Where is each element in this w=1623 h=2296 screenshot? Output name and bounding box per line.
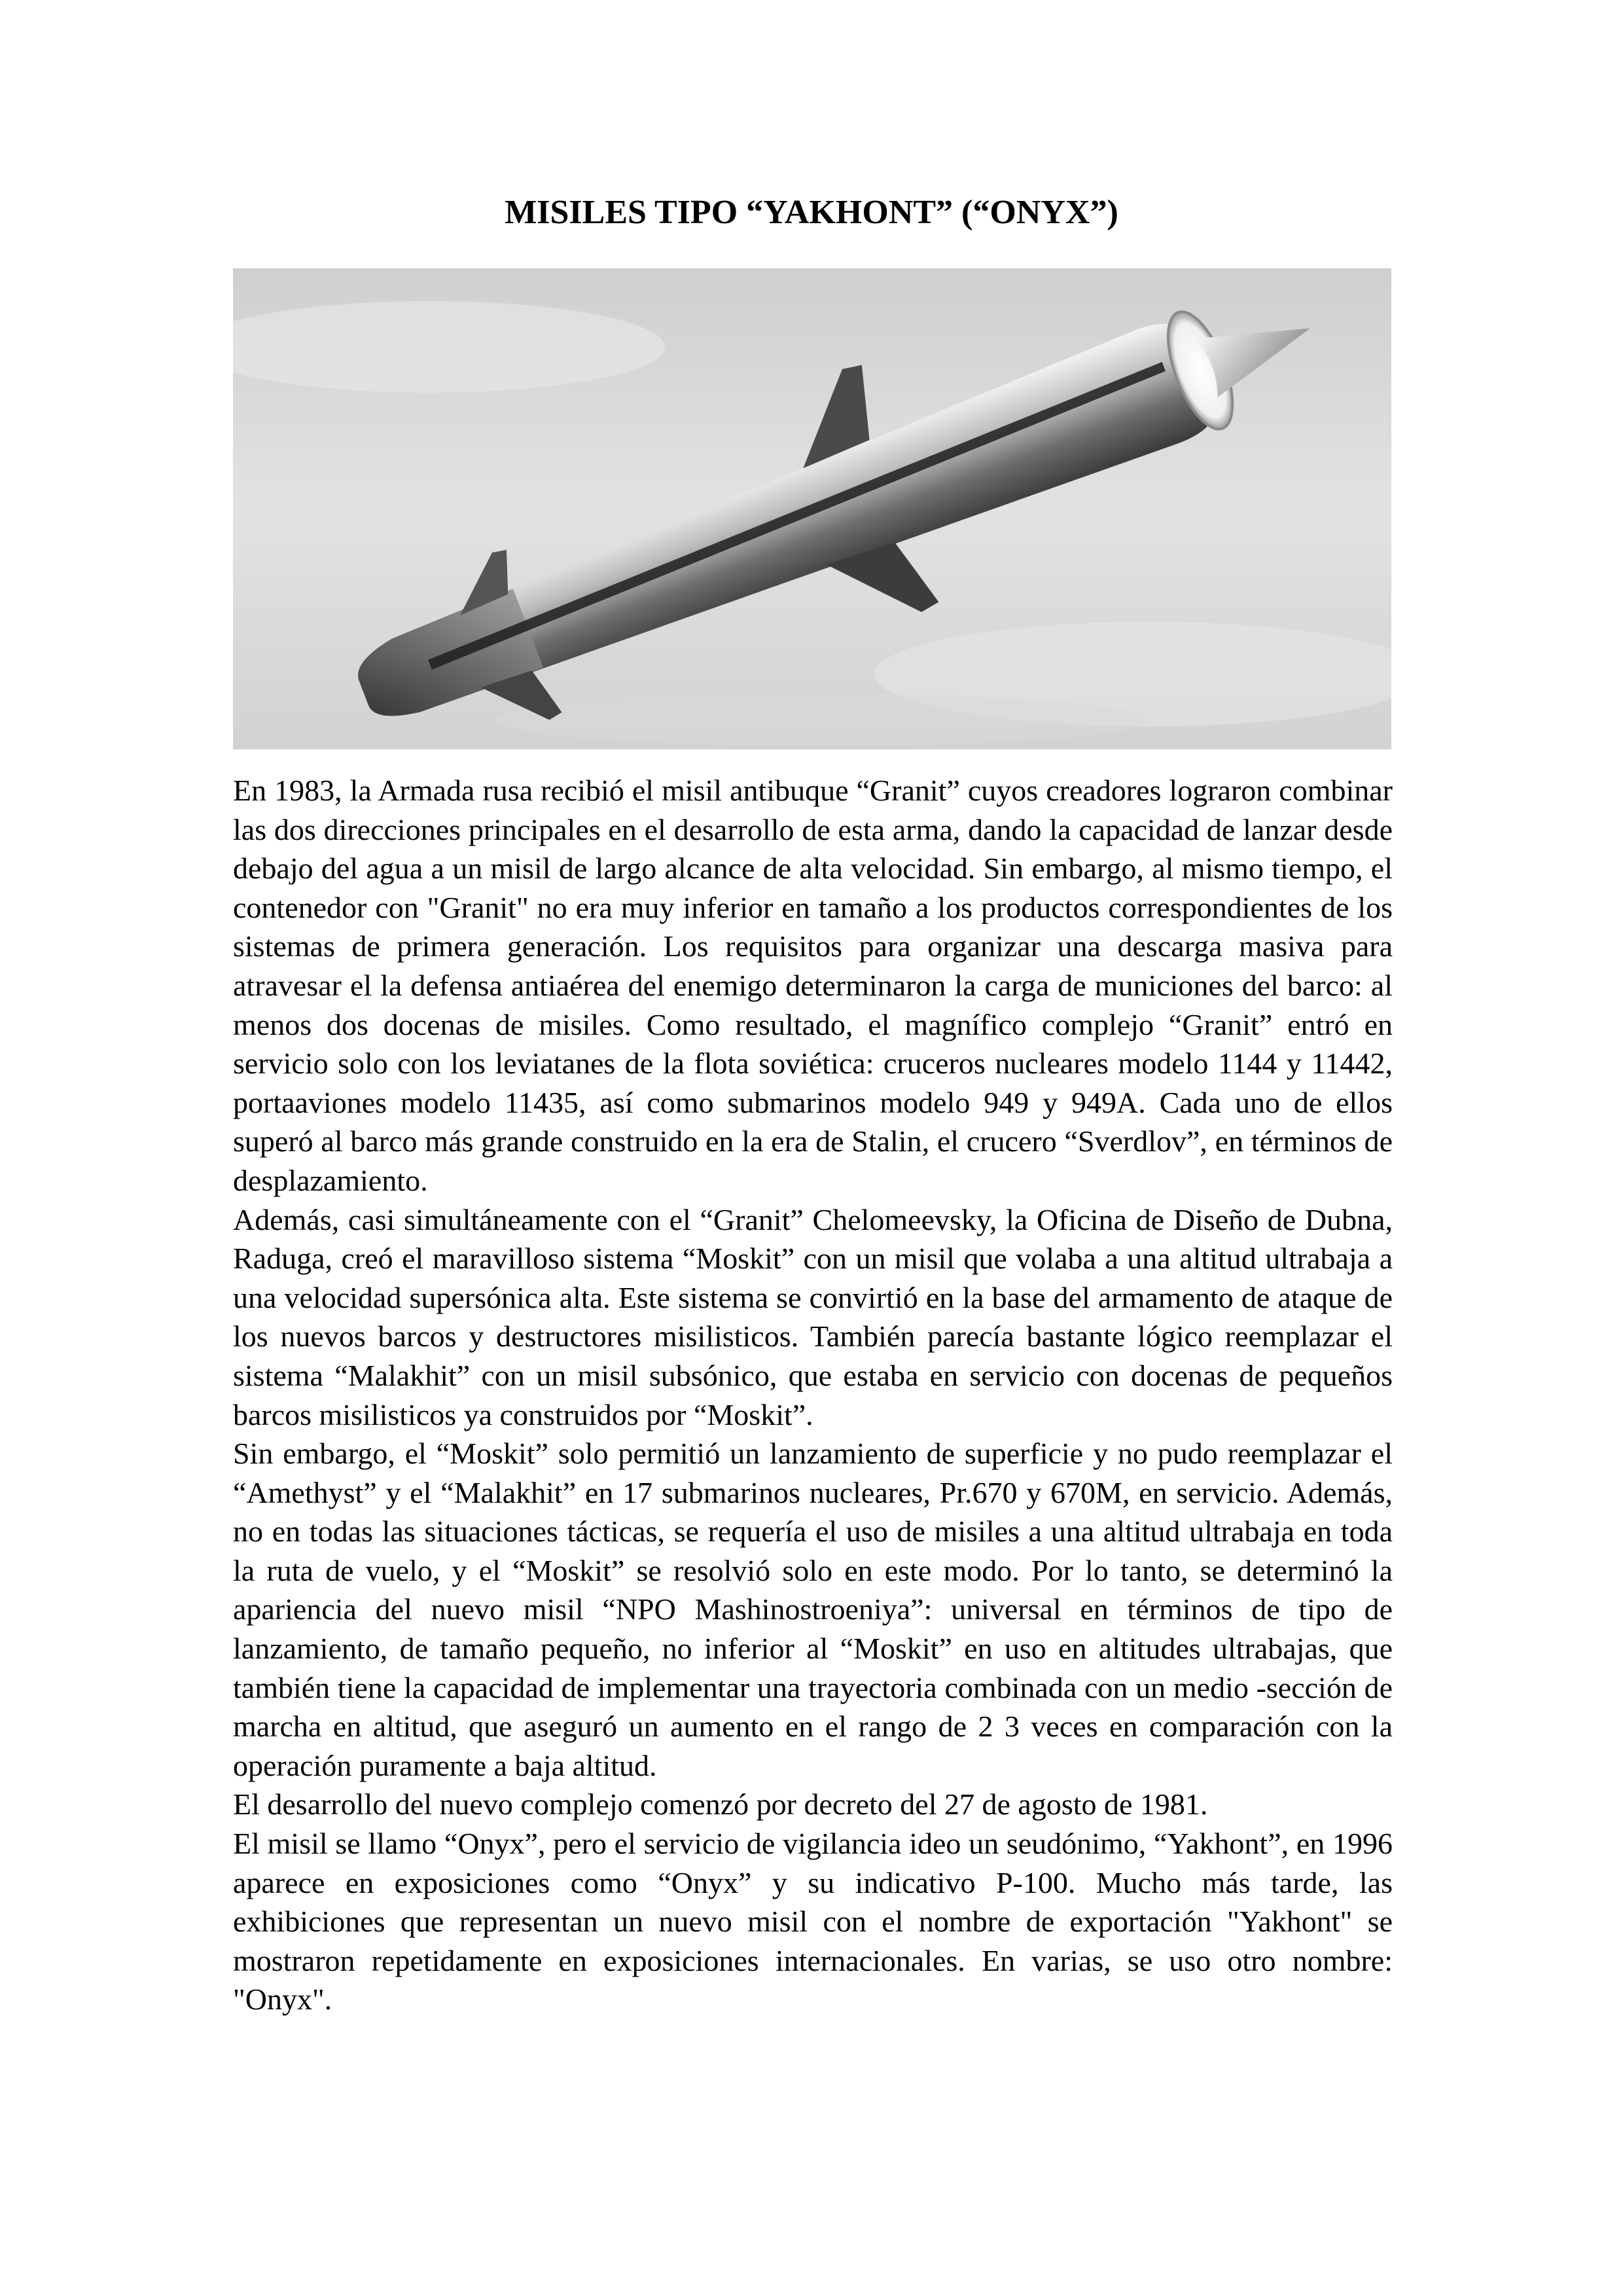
missile-photo — [233, 268, 1391, 749]
paragraph: En 1983, la Armada rusa recibió el misil antibuque “Granit” cuyos creadores lograron combinar las dos direcciones principales en el desarrollo de esta arma, dando la capacidad de lanzar desde debajo del agua a un misil de largo alcance de alta velocidad. Sin embargo, al mismo tiempo, el contenedor con "Granit" no era muy inferior en tamaño a los productos correspondientes de los sistemas de primera generación. Los requisitos para organizar una descarga masiva para atravesar el la defensa antiaérea del enemigo determinaron la carga de municiones del barco: al menos dos docenas de misiles. Como resultado, el magnífico complejo “Granit” entró en servicio solo con los leviatanes de la flota soviética: cruceros nucleares modelo 1144 y 11442, portaaviones modelo 11435, así como submarinos modelo 949 y 949A. Cada uno de ellos superó al barco más grande construido en la era de Stalin, el crucero “Sverdlov”, en términos de desplazamiento. — [233, 774, 1393, 1197]
article-body — [233, 771, 1393, 2019]
paragraph: El misil se llamo “Onyx”, pero el servicio de vigilancia ideo un seudónimo, “Yakhont”, en 1996 aparece en exposiciones como “Onyx” y su indicativo P-100. Mucho más tarde, las exhibiciones que representan un nuevo misil con el nombre de exportación "Yakhont" se mostraron repetidamente en exposiciones internacionales. En varias, se uso otro nombre: "Onyx". — [233, 1827, 1393, 2017]
paragraph: Además, casi simultáneamente con el “Granit” Chelomeevsky, la Oficina de Diseño de Dubna, Raduga, creó el maravilloso sistema “Moskit” con un misil que volaba a una altitud ultrabaja a una velocidad supersónica alta. Este sistema se convirtió en la base del armamento de ataque de los nuevos barcos y destructores misilisticos. También parecía bastante lógico reemplazar el sistema “Malakhit” con un misil subsónico, que estaba en servicio con docenas de pequeños barcos misilisticos ya construidos por “Moskit”. — [233, 1202, 1393, 1431]
paragraph: Sin embargo, el “Moskit” solo permitió un lanzamiento de superficie y no pudo reemplazar el “Amethyst” y el “Malakhit” en 17 submarinos nucleares, Pr.670 y 670M, en servicio. Además, no en todas las situaciones tácticas, se requería el uso de misiles a una altitud ultrabaja en toda la ruta de vuelo, y el “Moskit” se resolvió solo en este modo. Por lo tanto, se determinó la apariencia del nuevo misil “NPO Mashinostroeniya”: universal en términos de tipo de lanzamiento, de tamaño pequeño, no inferior al “Moskit” en uso en altitudes ultrabajas, que también tiene la capacidad de implementar una trayectoria combinada con un medio -sección de marcha en altitud, que aseguró un aumento en el rango de 2 3 veces en comparación con la operación puramente a baja altitud. — [233, 1437, 1393, 1782]
page-title: MISILES TIPO “YAKHONT” (“ONYX”) — [505, 194, 1118, 231]
missile-illustration — [233, 268, 1391, 749]
paragraph: El desarrollo del nuevo complejo comenzó por decreto del 27 de agosto de 1981. — [233, 1787, 1208, 1821]
